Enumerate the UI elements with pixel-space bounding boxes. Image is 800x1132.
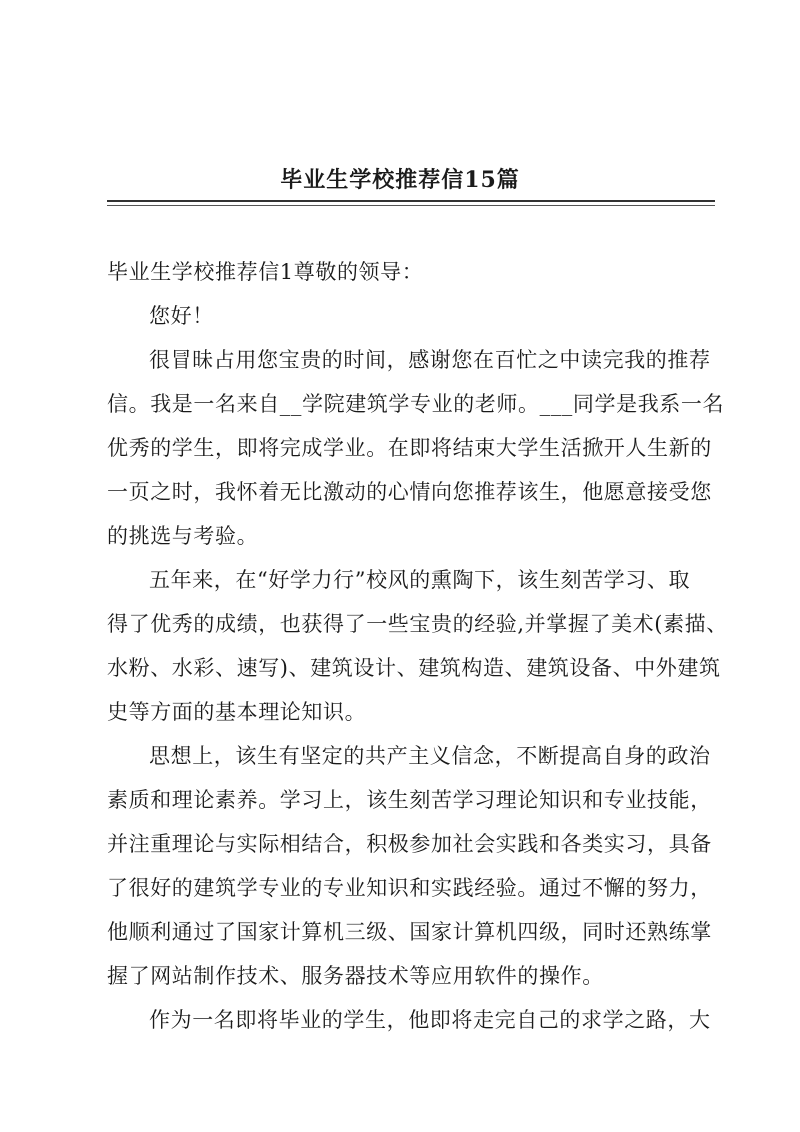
text-line: 他顺利通过了国家计算机三级、国家计算机四级，同时还熟练掌 bbox=[107, 920, 712, 944]
text-line: 毕业生学校推荐信1尊敬的领导： bbox=[107, 260, 424, 284]
text-line: 优秀的学生，即将完成学业。在即将结束大学生活掀开人生新的 bbox=[107, 436, 712, 460]
title-underline-thin bbox=[107, 205, 715, 206]
text-line: 握了网站制作技术、服务器技术等应用软件的操作。 bbox=[107, 964, 604, 988]
text-line: 了很好的建筑学专业的专业知识和实践经验。通过不懈的努力， bbox=[107, 876, 712, 900]
text-line: 得了优秀的成绩，也获得了一些宝贵的经验,并掌握了美术(素描、 bbox=[107, 612, 728, 636]
letter-body bbox=[107, 250, 728, 1042]
text-line: 您好！ bbox=[149, 304, 214, 328]
text-line: 信。我是一名来自__学院建筑学专业的老师。___同学是我系一名 bbox=[107, 392, 725, 416]
text-line: 五年来，在“好学力行”校风的熏陶下，该生刻苦学习、取 bbox=[149, 568, 691, 592]
text-line: 思想上，该生有坚定的共产主义信念，不断提高自身的政治 bbox=[149, 744, 711, 768]
text-line: 水粉、水彩、速写)、建筑设计、建筑构造、建筑设备、中外建筑 bbox=[107, 656, 721, 680]
text-line: 并注重理论与实际相结合，积极参加社会实践和各类实习，具备 bbox=[107, 832, 712, 856]
text-line: 素质和理论素养。学习上，该生刻苦学习理论知识和专业技能， bbox=[107, 788, 712, 812]
text-line: 作为一名即将毕业的学生，他即将走完自己的求学之路，大 bbox=[149, 1008, 711, 1032]
text-line: 一页之时，我怀着无比激动的心情向您推荐该生，他愿意接受您 bbox=[107, 480, 712, 504]
text-line: 很冒昧占用您宝贵的时间，感谢您在百忙之中读完我的推荐 bbox=[149, 348, 711, 372]
title-underline-thick bbox=[107, 200, 715, 202]
text-line: 史等方面的基本理论知识。 bbox=[107, 700, 367, 724]
text-line: 的挑选与考验。 bbox=[107, 524, 259, 548]
document-title: 毕业生学校推荐信15篇 bbox=[280, 167, 520, 193]
